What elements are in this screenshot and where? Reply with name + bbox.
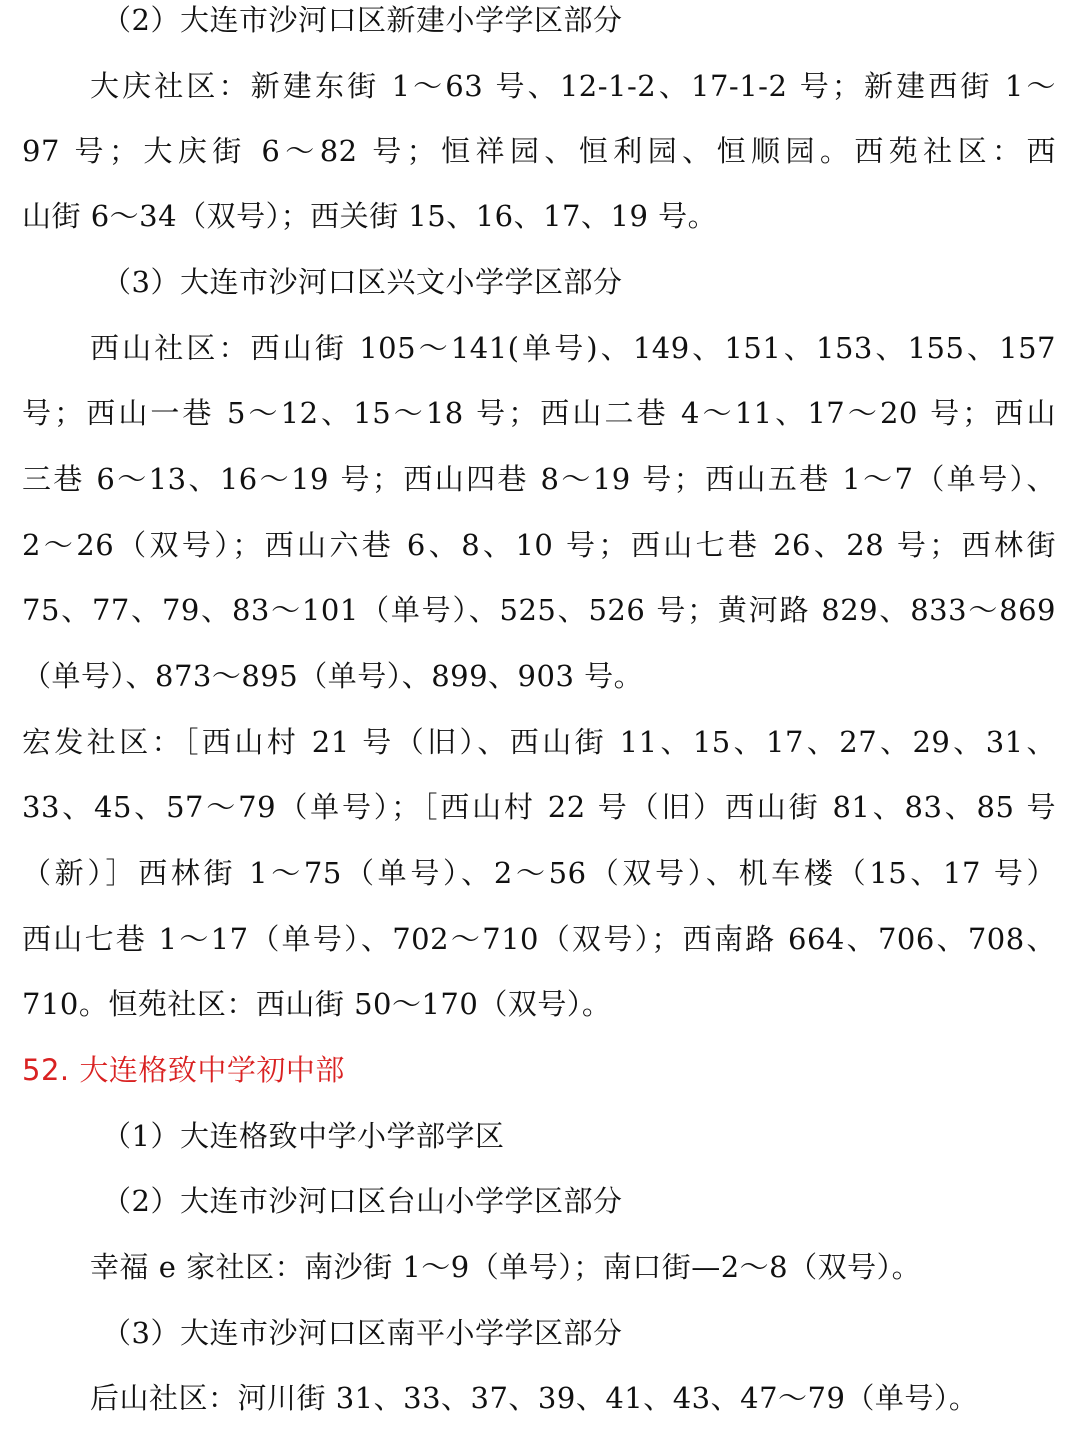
paragraph-line: 710。恒苑社区：西山街 50～170（双号）。 [22, 987, 612, 1021]
paragraph-line: 2～26（双号）；西山六巷 6、8、10 号；西山七巷 26、28 号；西林街 [22, 528, 1056, 562]
paragraph-line: 97 号；大庆街 6～82 号；恒祥园、恒利园、恒顺园。西苑社区：西 [22, 134, 1056, 168]
subsection-title-xinjian: （2）大连市沙河口区新建小学学区部分 [102, 3, 623, 37]
paragraph-line: 西山社区：西山街 105～141(单号)、149、151、153、155、157 [90, 331, 1056, 365]
paragraph-line: （新）］西林街 1～75（单号）、2～56（双号）、机车楼（15、17 号） [22, 856, 1056, 890]
section-heading-52: 52. 大连格致中学初中部 [22, 1053, 345, 1087]
subsection-title-nanping: （3）大连市沙河口区南平小学学区部分 [102, 1316, 623, 1350]
paragraph-line: 西山七巷 1～17（单号）、702～710（双号）；西南路 664、706、708、 [22, 922, 1056, 956]
paragraph-line: （单号）、873～895（单号）、899、903 号。 [22, 659, 644, 693]
subsection-title-xingwen: （3）大连市沙河口区兴文小学学区部分 [102, 265, 623, 299]
paragraph-line: 宏发社区：［西山村 21 号（旧）、西山街 11、15、17、27、29、31、 [22, 725, 1056, 759]
paragraph-line: 33、45、57～79（单号）；［西山村 22 号（旧）西山街 81、83、85 号 [22, 790, 1056, 824]
paragraph-line: 三巷 6～13、16～19 号；西山四巷 8～19 号；西山五巷 1～7（单号）、 [22, 462, 1056, 496]
paragraph-line: 75、77、79、83～101（单号）、525、526 号；黄河路 829、833～869 [22, 593, 1056, 627]
paragraph-line: 号；西山一巷 5～12、15～18 号；西山二巷 4～11、17～20 号；西山 [22, 396, 1056, 430]
subsection-title-taishan: （2）大连市沙河口区台山小学学区部分 [102, 1184, 623, 1218]
paragraph-line: 后山社区：河川街 31、33、37、39、41、43、47～79（单号）。 [90, 1381, 979, 1415]
paragraph-line: 幸福 e 家社区：南沙街 1～9（单号）；南口街—2～8（双号）。 [90, 1250, 922, 1284]
paragraph-line: 山街 6～34（双号）；西关街 15、16、17、19 号。 [22, 199, 718, 233]
paragraph-line: 大庆社区：新建东街 1～63 号、12-1-2、17-1-2 号；新建西街 1～ [90, 69, 1056, 103]
subsection-title-gezhi: （1）大连格致中学小学部学区 [102, 1119, 505, 1153]
